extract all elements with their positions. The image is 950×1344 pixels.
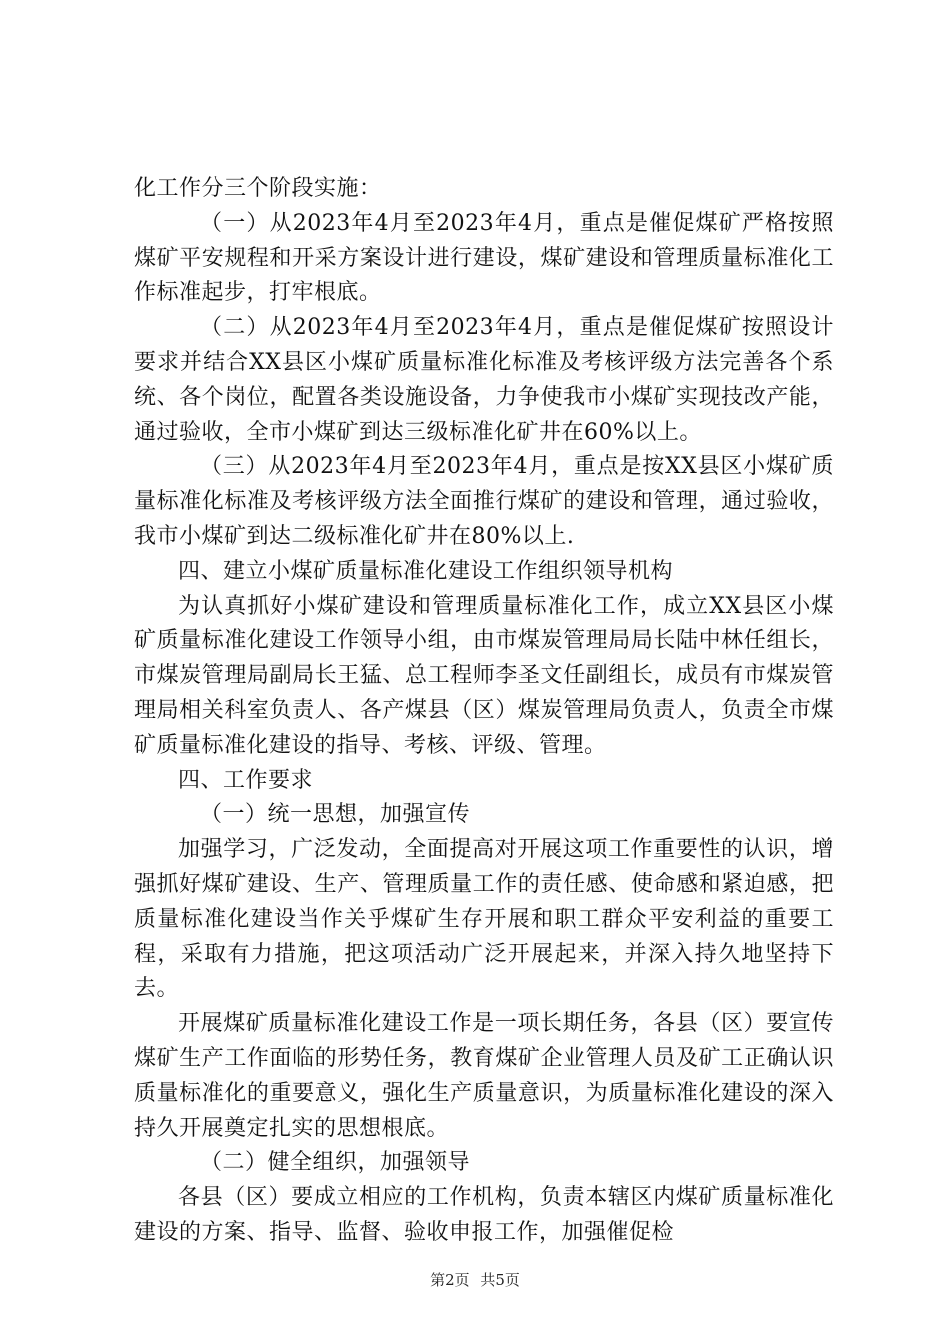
- paragraph-phase-one: （一）从2023年4月至2023年4月，重点是催促煤矿严格按照煤矿平安规程和开采方案设计进行建设，煤矿建设和管理质量标准化工作标准起步，打牢根底。: [134, 210, 834, 306]
- document-body: [134, 172, 834, 1251]
- paragraph-strengthen-study: 加强学习，广泛发动，全面提高对开展这项工作重要性的认识，增强抓好煤矿建设、生产、管理质量工作的责任感、使命感和紧迫感，把质量标准化建设当作关乎煤矿生存开展和职工群众平安利益的重要工程，采取有力措施，把这项活动广泛开展起来，并深入持久地坚持下去。: [134, 837, 834, 1002]
- paragraph-county-agencies: 各县（区）要成立相应的工作机构，负责本辖区内煤矿质量标准化建设的方案、指导、监督、验收申报工作，加强催促检: [134, 1185, 834, 1245]
- paragraph-leadership-group: 为认真抓好小煤矿建设和管理质量标准化工作，成立XX县区小煤矿质量标准化建设工作领导小组，由市煤炭管理局局长陆中林任组长，市煤炭管理局副局长王猛、总工程师李圣文任副组长，成员有市煤炭管理局相关科室负责人、各产煤县（区）煤炭管理局负责人，负责全市煤矿质量标准化建设的指导、考核、评级、管理。: [134, 593, 834, 758]
- paragraph-long-term-task: 开展煤矿质量标准化建设工作是一项长期任务，各县（区）要宣传煤矿生产工作面临的形势任务，教育煤矿企业管理人员及矿工正确认识质量标准化的重要意义，强化生产质量意识，为质量标准化建设的深入持久开展奠定扎实的思想根底。: [134, 1011, 834, 1141]
- paragraph-continuation: 化工作分三个阶段实施：: [134, 176, 382, 201]
- section-heading-organization: 四、建立小煤矿质量标准化建设工作组织领导机构: [178, 558, 674, 584]
- paragraph-phase-three: （三）从2023年4月至2023年4月，重点是按XX县区小煤矿质量标准化标准及考核评级方法全面推行煤矿的建设和管理，通过验收，我市小煤矿到达二级标准化矿井在80%以上.: [134, 454, 834, 549]
- paragraph-phase-two: （二）从2023年4月至2023年4月，重点是催促煤矿按照设计要求并结合XX县区小煤矿质量标准化标准及考核评级方法完善各个系统、各个岗位，配置各类设施设备，力争使我市小煤矿实现技改产能，通过验收，全市小煤矿到达三级标准化矿井在60%以上。: [134, 315, 834, 445]
- page-footer: [0, 1270, 950, 1290]
- subheading-unify-thinking: （一）统一思想，加强宣传: [200, 802, 471, 828]
- section-heading-requirements: 四、工作要求: [178, 767, 314, 793]
- page-number: 第2页: [430, 1271, 470, 1289]
- subheading-organization: （二）健全组织，加强领导: [200, 1150, 471, 1176]
- page-total: 共5页: [480, 1271, 520, 1289]
